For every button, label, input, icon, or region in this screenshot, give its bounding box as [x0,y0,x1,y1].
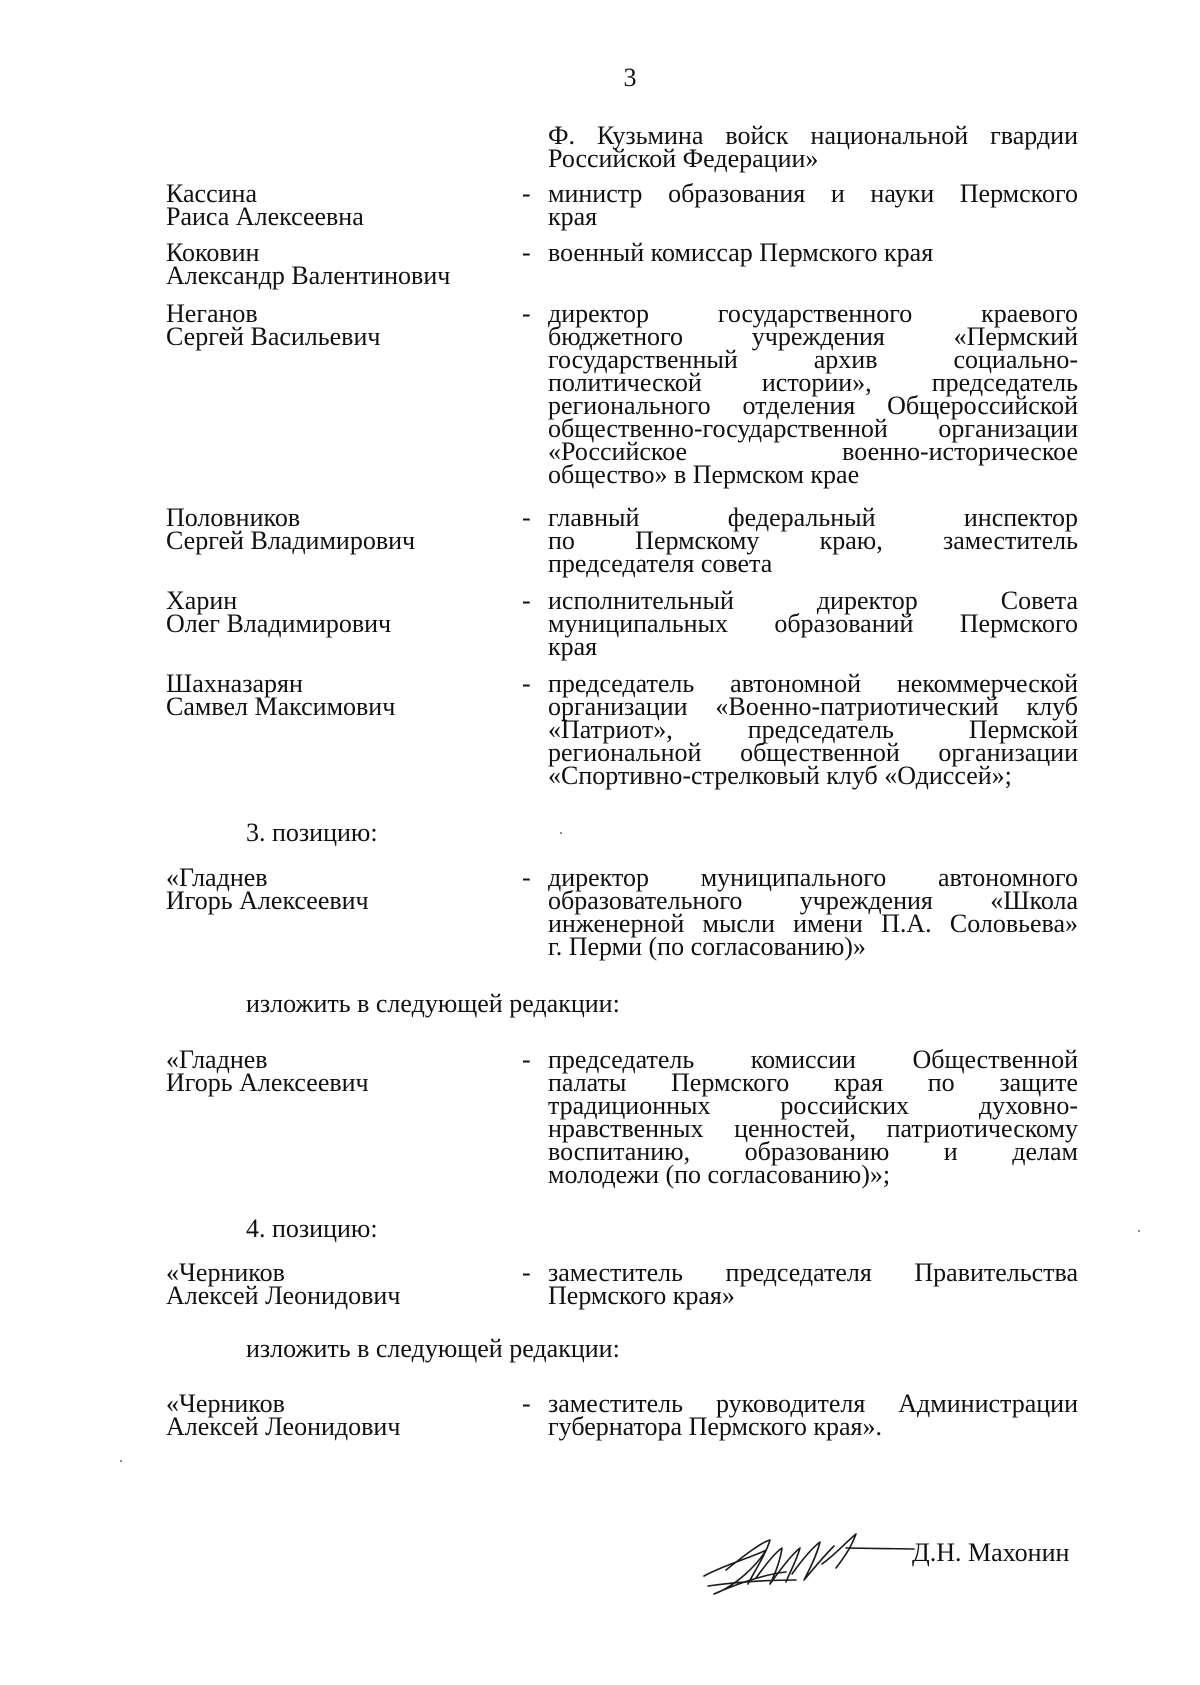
given-names: Олег Владимирович [166,609,392,638]
desc-line: государственный архив социально- [548,345,1078,374]
desc-line: муниципальных образований Пермского [548,609,1078,638]
desc-line: общественно-государственной организации [548,414,1078,443]
member-description [548,238,1078,267]
handwritten-signature [696,1524,916,1604]
desc-line: исполнительный директор Совета [548,586,1078,615]
scan-speck [560,832,562,834]
given-names: Алексей Леонидович [166,1412,401,1441]
desc-line: бюджетного учреждения «Пермский [548,322,1078,351]
member-name [166,586,496,638]
desc-line: директор государственного краевого [548,299,1078,328]
member-name [166,669,496,721]
desc-line: председатель автономной некоммерческой [548,669,1078,698]
desc-line: министр образования и науки Пермского [548,179,1078,208]
old-member-description [548,863,1078,961]
desc-line: общество» в Пермском крае [548,460,860,489]
scan-speck [1138,1230,1140,1232]
desc-line: главный федеральный инспектор [548,503,1078,532]
desc-line: молодежи (по согласованию)»; [548,1160,891,1189]
dash: - [522,179,531,208]
desc-line: по Пермскому краю, заместитель [548,526,1078,555]
desc-line: «Спортивно-стрелковый клуб «Одиссей»; [548,761,1012,790]
member-description [548,586,1078,661]
surname: Харин [166,586,238,615]
given-names: Самвел Максимович [166,692,396,721]
surname: «Гладнев [166,863,268,892]
desc-line: региональной общественной организации [548,738,1078,767]
dash: - [522,669,531,698]
desc-line: края [548,202,598,231]
dash: - [522,863,531,892]
surname: «Черников [166,1389,285,1418]
desc-line: военный комиссар Пермского края [548,238,934,267]
desc-line: директор муниципального автономного [548,863,1078,892]
surname: Коковин [166,238,260,267]
desc-line: воспитанию, образованию и делам [548,1137,1078,1166]
given-names: Сергей Владимирович [166,526,416,555]
signatory-name: Д.Н. Махонин [912,1538,1070,1567]
desc-line: г. Перми (по согласованию)» [548,932,866,961]
replace-instruction: изложить в следующей редакции: [246,989,620,1018]
desc-line: Российской Федерации» [548,144,819,173]
desc-line: палаты Пермского края по защите [548,1068,1078,1097]
desc-line: губернатора Пермского края». [548,1412,882,1441]
given-names: Сергей Васильевич [166,322,381,351]
new-member-description [548,1045,1078,1189]
member-description [548,179,1078,231]
page-number: 3 [623,63,637,92]
old-member-description [548,1258,1078,1310]
old-member-name [166,863,496,915]
member-name [166,503,496,555]
dash: - [522,586,531,615]
position-heading: 4. позицию: [246,1214,378,1243]
new-member-name [166,1389,496,1441]
given-names: Игорь Алексеевич [166,886,369,915]
desc-line: Ф. Кузьмина войск национальной гвардии [548,121,1078,150]
desc-line: традиционных российских духовно- [548,1091,1078,1120]
surname: Кассина [166,179,257,208]
replace-instruction: изложить в следующей редакции: [246,1334,620,1363]
desc-line: края [548,632,598,661]
surname: Неганов [166,299,258,328]
given-names: Алексей Леонидович [166,1281,401,1310]
given-names: Игорь Алексеевич [166,1068,369,1097]
surname: Шахназарян [166,669,303,698]
desc-line: заместитель руководителя Администрации [548,1389,1078,1418]
surname: Половников [166,503,301,532]
desc-line: «Патриот», председатель Пермской [548,715,1078,744]
dash: - [522,1258,531,1287]
dash: - [522,299,531,328]
dash: - [522,503,531,532]
member-description [548,299,1078,489]
desc-line: нравственных ценностей, патриотическому [548,1114,1078,1143]
desc-line: заместитель председателя Правительства [548,1258,1078,1287]
member-name [166,238,496,290]
member-description [548,503,1078,578]
desc-line: организации «Военно-патриотический клуб [548,692,1078,721]
surname: «Черников [166,1258,285,1287]
desc-line: «Российское военно-историческое [548,437,1078,466]
desc-line: политической истории», председатель [548,368,1078,397]
scan-speck [120,1460,122,1462]
desc-line: регионального отделения Общероссийской [548,391,1078,420]
given-names: Александр Валентинович [166,261,451,290]
old-member-name [166,1258,496,1310]
new-member-name [166,1045,496,1097]
desc-line: председателя совета [548,549,773,578]
continuation-text [548,121,1078,173]
given-names: Раиса Алексеевна [166,202,364,231]
position-heading: 3. позицию: [246,818,378,847]
new-member-description [548,1389,1078,1441]
desc-line: Пермского края» [548,1281,735,1310]
desc-line: инженерной мысли имени П.А. Соловьева» [548,909,1078,938]
member-name [166,299,496,351]
member-description [548,669,1078,790]
surname: «Гладнев [166,1045,268,1074]
member-name [166,179,496,231]
desc-line: образовательного учреждения «Школа [548,886,1078,915]
dash: - [522,1045,531,1074]
dash: - [522,1389,531,1418]
dash: - [522,238,531,267]
desc-line: председатель комиссии Общественной [548,1045,1078,1074]
